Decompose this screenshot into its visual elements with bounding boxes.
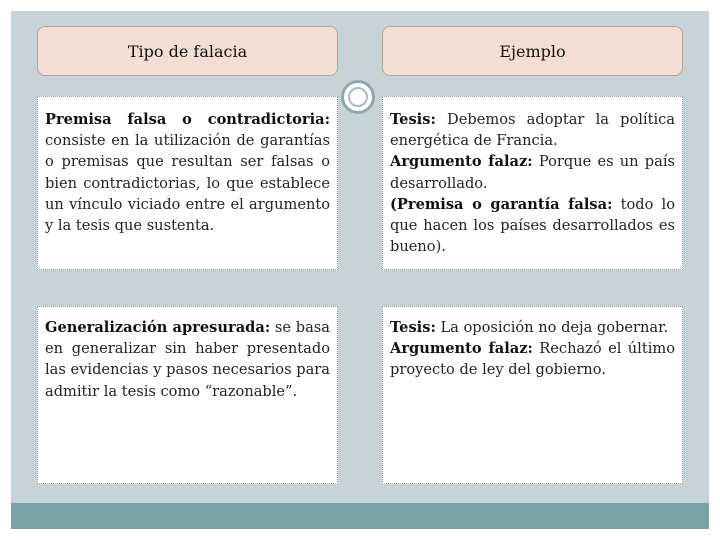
cell-example-generalizacion (382, 306, 683, 484)
cell-fallacy-premisa-falsa (37, 96, 338, 270)
example-label-tesis: Tesis: (390, 111, 436, 128)
example-prefix: ( (390, 195, 397, 213)
fallacy-description: consiste en la utilización de garantías o premisas que resultan ser falsas o bien contradictorias, lo que establece un vínculo viciado entre el argumento y la tesis que sustenta. (45, 132, 330, 235)
connector-circle-icon (341, 80, 375, 114)
example-label-premisa: Premisa o garantía falsa: (396, 195, 613, 213)
example-label-tesis: Tesis: (390, 319, 436, 336)
header-tipo-de-falacia: Tipo de falacia (37, 26, 338, 76)
example-text-argumento: Rechazó el último proyecto de ley del gobierno. (390, 340, 675, 379)
example-text-argumento: Porque es un país desarrollado. (390, 153, 675, 192)
fallacy-name: Premisa falsa o contradictoria: (45, 111, 330, 128)
example-label-argumento: Argumento falaz: (390, 340, 533, 358)
fallacy-description: se basa en generalizar sin haber presentado las evidencias y pasos necesarios para admitir la tesis como “razonable”. (45, 319, 330, 400)
header-ejemplo: Ejemplo (382, 26, 683, 76)
example-text-tesis: Debemos adoptar la política energética de Francia. (390, 111, 676, 150)
example-text-tesis: La oposición no deja gobernar. (440, 319, 669, 336)
fallacy-name: Generalización apresurada: (45, 319, 271, 336)
example-label-argumento: Argumento falaz: (390, 153, 533, 171)
cell-example-premisa-falsa (382, 96, 683, 270)
footer-band (11, 503, 709, 529)
example-text-premisa: todo lo que hacen los países desarrollados es bueno). (390, 195, 675, 256)
cell-fallacy-generalizacion (37, 306, 338, 484)
